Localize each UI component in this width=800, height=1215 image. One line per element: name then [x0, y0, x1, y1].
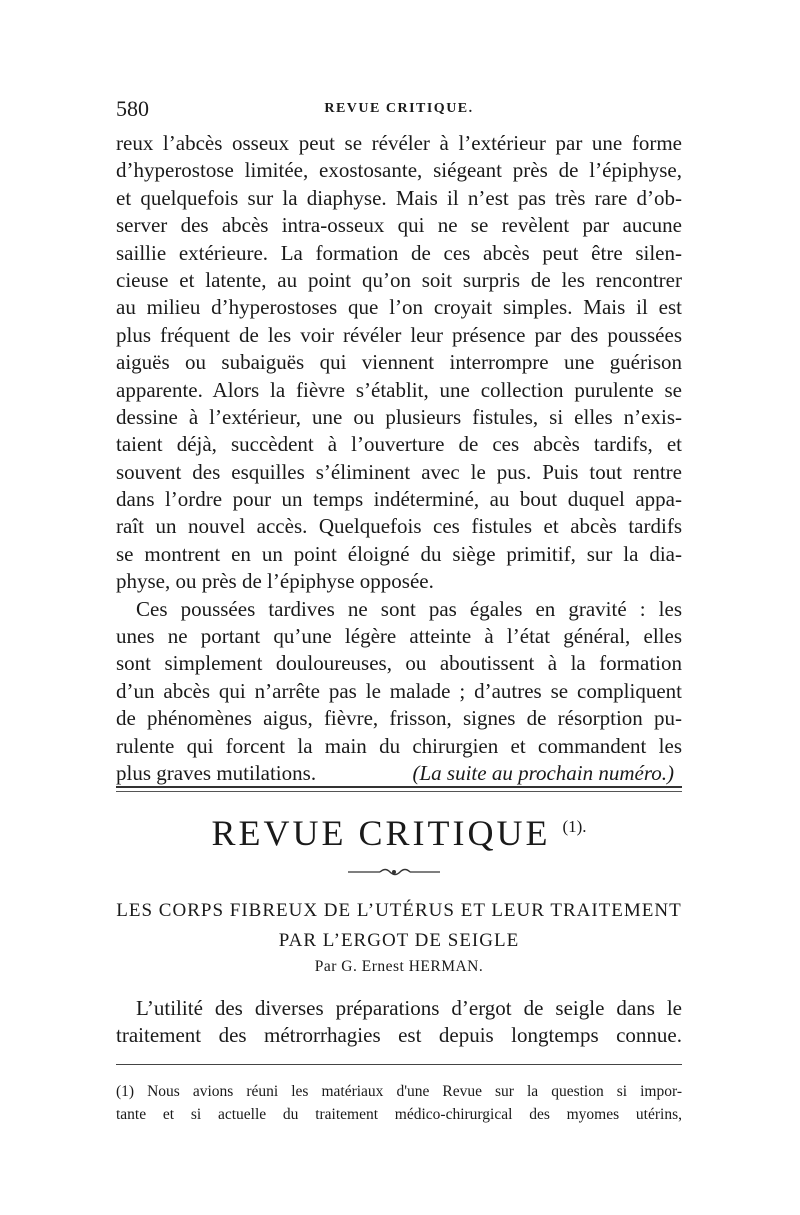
text-line: server des abcès intra-osseux qui ne se revèlent par aucune: [116, 213, 682, 238]
text-line: se montrent en un point éloigné du siège primitif, sur la dia-: [116, 541, 682, 566]
text-line: raît un nouvel accès. Quelquefois ces fistules et abcès tardifs: [116, 514, 682, 539]
text-line: dans l’ordre pour un temps indéterminé, au bout duquel appa-: [116, 487, 682, 512]
page-number: 580: [116, 96, 149, 121]
text-line: aiguës ou subaiguës qui viennent interrompre une guérison: [116, 350, 682, 375]
text-line: reux l’abcès osseux peut se révéler à l’extérieur par une forme: [116, 131, 682, 155]
text-line: plus graves mutilations.: [116, 760, 317, 785]
running-head-title: REVUE CRITIQUE.: [324, 101, 474, 116]
text-line: traitement des métrorrhagies est depuis longtemps connue.: [116, 1023, 682, 1048]
text-line: rulente qui forcent la main du chirurgien et commandent les: [116, 733, 682, 758]
text-line: apparente. Alors la fièvre s’établit, une collection purulente se: [116, 377, 682, 402]
text-line: souvent des esquilles s’éliminent avec le pus. Puis tout rentre: [116, 459, 682, 484]
section-title: [116, 812, 682, 854]
text-line: plus fréquent de les voir révéler leur présence par des poussées: [116, 322, 682, 347]
byline: Par G. Ernest HERMAN.: [314, 958, 484, 975]
running-head: [116, 96, 682, 124]
text-line: Ces poussées tardives ne sont pas égales en gravité : les: [136, 596, 682, 621]
footnote-line: (1) Nous avions réuni les matériaux d'une Revue sur la question si impor-: [116, 1083, 682, 1100]
double-rule-divider: [116, 786, 682, 792]
article-title: [116, 896, 682, 956]
text-line: au milieu d’hyperostoses que l’on croyait simples. Mais il est: [116, 295, 682, 320]
section-title-text: REVUE CRITIQUE: [211, 813, 551, 853]
continuation-note: (La suite au prochain numéro.): [412, 760, 674, 785]
text-line: d’hyperostose limitée, exostosante, siégeant près de l’épiphyse,: [116, 158, 682, 183]
ornament-divider: [348, 866, 440, 878]
article-paragraph: [116, 995, 682, 1050]
footnote-line: tante et si actuelle du traitement médico-chirurgical des myomes utérins,: [116, 1106, 682, 1123]
text-line: sont simplement douloureuses, ou aboutissent à la formation: [116, 651, 682, 676]
text-line: unes ne portant qu’une légère atteinte à l’état général, elles: [116, 624, 682, 649]
text-line: de phénomènes aigus, fièvre, frisson, signes de résorption pu-: [116, 706, 682, 731]
text-line: physe, ou près de l’épiphyse opposée.: [116, 569, 434, 594]
text-line: d’un abcès qui n’arrête pas le malade ; d’autres se compliquent: [116, 678, 682, 703]
text-line: L’utilité des diverses préparations d’ergot de seigle dans le: [136, 996, 682, 1020]
article-title-line: LES CORPS FIBREUX DE L’UTÉRUS ET LEUR TRAITEMENT: [116, 900, 682, 921]
footnote: [116, 1080, 682, 1126]
text-line: cieuse et latente, au point qu’on soit surpris de les rencontrer: [116, 267, 682, 292]
text-line: taient déjà, succèdent à l’ouverture de ces abcès tardifs, et: [116, 432, 682, 457]
closing-line: [116, 760, 682, 787]
text-line: dessine à l’extérieur, une ou plusieurs fistules, si elles n’exis-: [116, 404, 682, 429]
text-line: saillie extérieure. La formation de ces abcès peut être silen-: [116, 240, 682, 265]
footnote-marker: (1).: [562, 817, 587, 836]
continued-paragraph: [116, 130, 682, 787]
article-title-line: PAR L’ERGOT DE SEIGLE: [278, 930, 520, 951]
text-line: et quelquefois sur la diaphyse. Mais il n’est pas très rare d’ob-: [116, 185, 682, 210]
footnote-rule: [116, 1064, 682, 1065]
